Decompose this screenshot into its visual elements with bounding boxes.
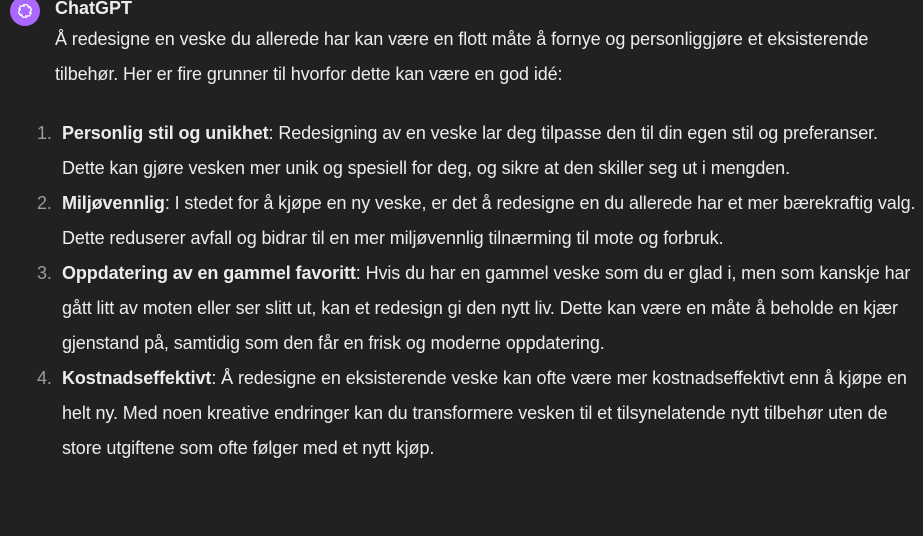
list-item-title: Personlig stil og unikhet <box>62 123 269 143</box>
chatgpt-avatar <box>10 0 40 26</box>
list-item-text: : I stedet for å kjøpe en ny veske, er det å redesigne en du allerede har et mer bærekraftig valg. Dette reduserer avfall og bidrar til en mer miljøvennlig tilnærming til mote og forbruk. <box>62 193 916 248</box>
list-item-text: : Å redesigne en eksisterende veske kan ofte være mer kostnadseffektivt enn å kjøpe en helt ny. Med noen kreative endringer kan du transformere vesken til et tilsynelatende nytt tilbehør uten de store utgiftene som ofte følger med et nytt kjøp. <box>62 368 907 458</box>
message-author: ChatGPT <box>55 0 133 18</box>
list-item-text: : Redesigning av en veske lar deg tilpasse den til din egen stil og preferanser. Dette kan gjøre vesken mer unik og spesiell for deg, og sikre at den skiller seg ut i mengden. <box>62 123 878 178</box>
list-item <box>37 256 920 361</box>
list-item-text: : Hvis du har en gammel veske som du er glad i, men som kanskje har gått litt av moten eller ser slitt ut, kan et redesign gi den nytt liv. Dette kan være en måte å beholde en kjær gjenstand på, samtidig som den får en frisk og moderne oppdatering. <box>62 263 911 353</box>
list-number: 3. <box>37 263 52 283</box>
list-number: 4. <box>37 368 52 388</box>
intro-paragraph: Å redesigne en veske du allerede har kan være en flott måte å fornye og personliggjøre et eksisterende tilbehør. Her er fire grunner til hvorfor dette kan være en god idé: <box>55 29 869 84</box>
message-content <box>37 22 920 466</box>
list-number: 1. <box>37 123 52 143</box>
list-item-title: Kostnadseffektivt <box>62 368 212 388</box>
list-item-title: Oppdatering av en gammel favoritt <box>62 263 356 283</box>
reasons-list <box>37 116 920 466</box>
list-item <box>37 186 920 256</box>
openai-logo-icon <box>15 1 35 21</box>
list-item <box>37 116 920 186</box>
list-item-title: Miljøvennlig <box>62 193 165 213</box>
list-item <box>37 361 920 466</box>
list-number: 2. <box>37 193 52 213</box>
